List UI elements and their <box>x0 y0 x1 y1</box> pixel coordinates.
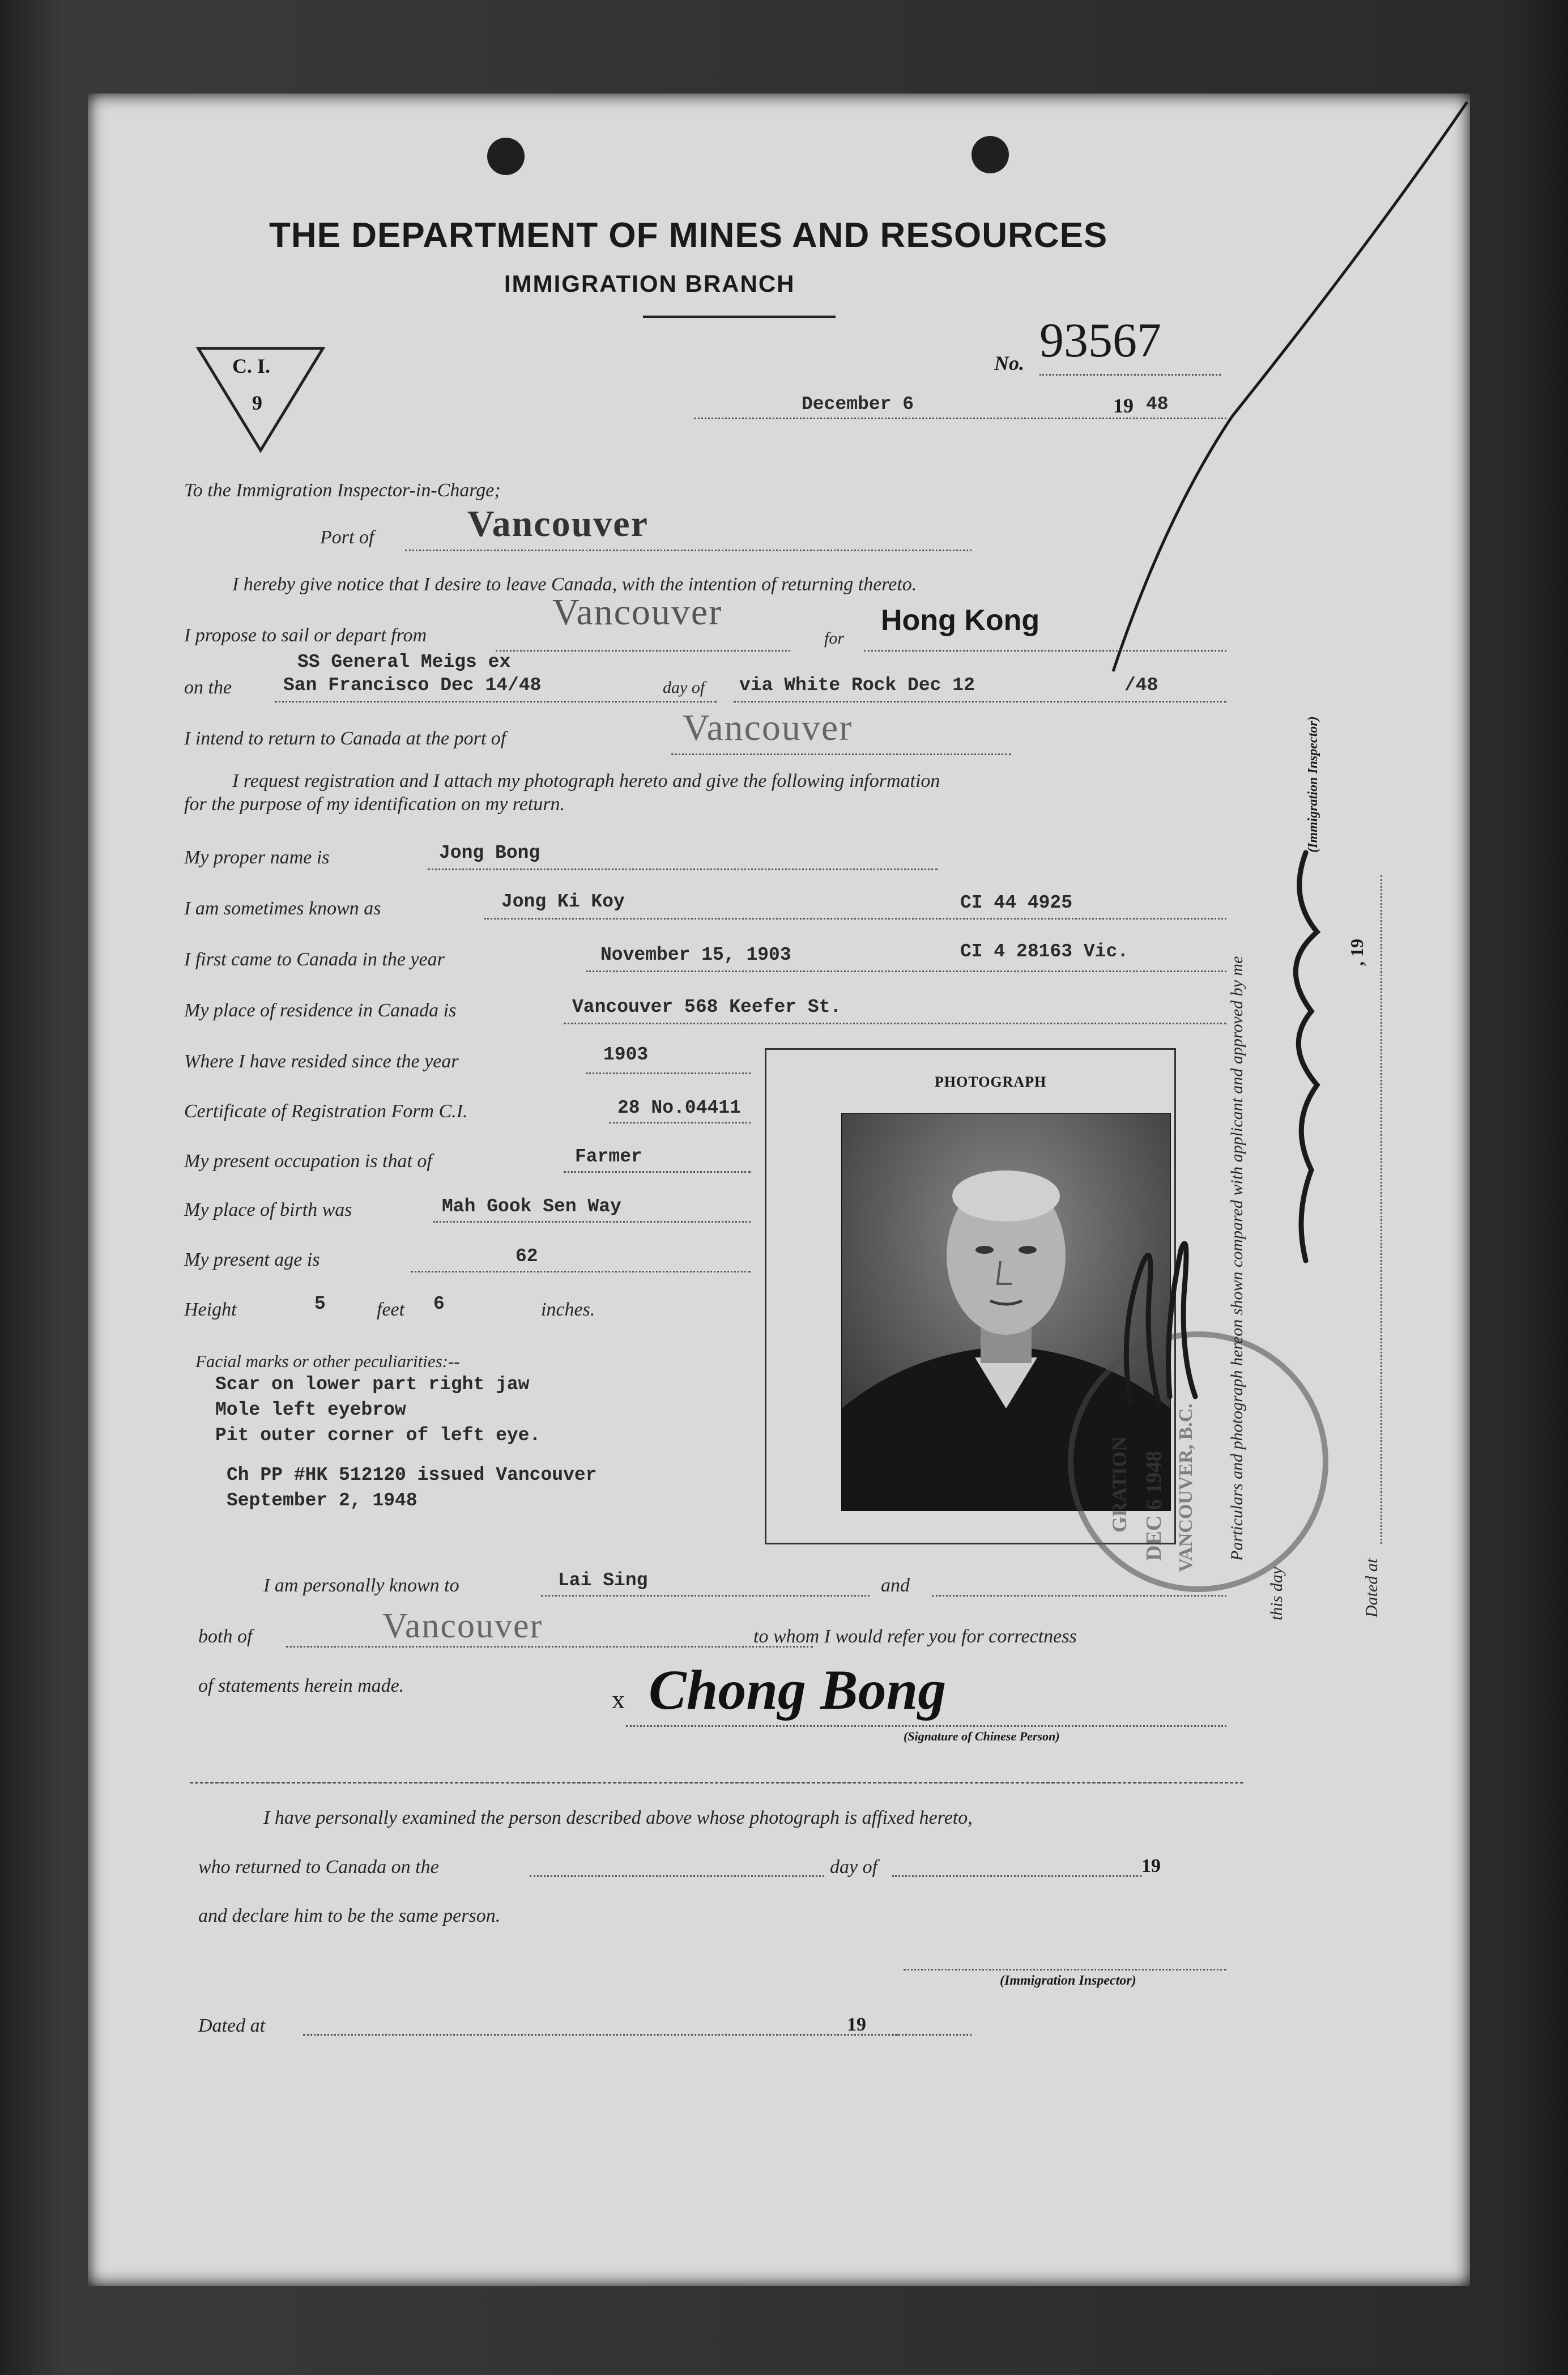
margin-dotted-line <box>1380 875 1382 1544</box>
examined-text: I have personally examined the person described above whose photograph is affixed hereto, <box>263 1807 973 1828</box>
age-value: 62 <box>515 1246 538 1267</box>
margin-inspector-caption: (Immigration Inspector) <box>1306 716 1320 853</box>
feet-label: feet <box>377 1299 405 1320</box>
request-line2: for the purpose of my identification on my return. <box>184 794 565 815</box>
margin-this-day: this day <box>1267 1567 1286 1620</box>
request-line1: I request registration and I attach my photograph hereto and give the following information <box>232 771 940 791</box>
return-value: Vancouver <box>683 707 853 748</box>
notice-text: I hereby give notice that I desire to leave Canada, with the intention of returning thereto. <box>232 574 917 595</box>
destination-value: Hong Kong <box>881 604 1040 637</box>
via-year: /48 <box>1124 675 1158 696</box>
name-label: My proper name is <box>184 847 330 868</box>
since-label: Where I have resided since the year <box>184 1051 459 1072</box>
inches-label: inches. <box>541 1299 595 1320</box>
diagonal-mark <box>1051 99 1470 677</box>
height-inches: 6 <box>433 1293 445 1314</box>
footer-day-of: day of <box>830 1857 878 1878</box>
signature-x: x <box>612 1685 625 1714</box>
aka-label: I am sometimes known as <box>184 898 381 919</box>
sail-value: Vancouver <box>552 591 723 633</box>
age-label: My present age is <box>184 1249 320 1270</box>
mark-line-1: Scar on lower part right jaw <box>215 1374 530 1395</box>
returned-label: who returned to Canada on the <box>198 1857 439 1878</box>
residence-label: My place of residence in Canada is <box>184 1000 457 1021</box>
statements-text: of statements herein made. <box>198 1675 404 1696</box>
date-value: December 6 <box>802 394 914 415</box>
passport-line-2: September 2, 1948 <box>227 1490 417 1511</box>
day-of-label: day of <box>663 678 705 697</box>
footer-dated-at: Dated at <box>198 2015 266 2036</box>
height-feet: 5 <box>314 1293 326 1314</box>
return-label: I intend to return to Canada at the port of <box>184 728 506 749</box>
via-value: via White Rock Dec 12 <box>739 675 975 696</box>
department-title: THE DEPARTMENT OF MINES AND RESOURCES <box>269 216 1108 255</box>
certificate-value: 28 No.04411 <box>617 1097 741 1118</box>
ci-reference-2: CI 4 28163 Vic. <box>960 941 1129 962</box>
mark-line-3: Pit outer corner of left eye. <box>215 1425 541 1446</box>
birth-label: My place of birth was <box>184 1199 352 1220</box>
number-label: No. <box>994 352 1024 374</box>
footer-year: 19 <box>1141 1855 1161 1876</box>
photo-caption: PHOTOGRAPH <box>935 1074 1047 1090</box>
name-value: Jong Bong <box>439 842 540 863</box>
document-number: 93567 <box>1039 313 1161 367</box>
height-label: Height <box>184 1299 237 1320</box>
and-label: and <box>881 1575 910 1596</box>
addressee-label: To the Immigration Inspector-in-Charge; <box>184 480 501 501</box>
ship-line1: SS General Meigs ex <box>297 652 511 673</box>
footer-dated-year: 19 <box>847 2014 866 2035</box>
stamp-line-3: VANCOUVER, B.C. <box>1175 1403 1196 1572</box>
punch-hole-right <box>972 136 1009 173</box>
mark-line-2: Mole left eyebrow <box>215 1399 406 1420</box>
marks-label: Facial marks or other peculiarities:-- <box>195 1351 460 1371</box>
punch-hole-left <box>487 138 525 175</box>
on-the-label: on the <box>184 677 232 698</box>
document-page <box>88 93 1470 2286</box>
came-label: I first came to Canada in the year <box>184 949 445 970</box>
refer-text: to whom I would refer you for correctness <box>753 1626 1077 1647</box>
stamp-line-2: DEC 6 1948 <box>1142 1450 1166 1561</box>
margin-particulars: Particulars and photograph hereon shown compared with applicant and approved by me <box>1228 956 1246 1561</box>
certificate-label: Certificate of Registration Form C.I. <box>184 1101 468 1122</box>
residence-value: Vancouver 568 Keefer St. <box>572 997 842 1018</box>
declare-text: and declare him to be the same person. <box>198 1905 501 1926</box>
branch-title: IMMIGRATION BRANCH <box>504 270 795 297</box>
occupation-value: Farmer <box>575 1146 642 1167</box>
known-value: Lai Sing <box>558 1570 648 1591</box>
ci-reference-1: CI 44 4925 <box>960 892 1073 913</box>
form-number-label: 9 <box>252 391 262 414</box>
signature: Chong Bong <box>649 1658 947 1721</box>
form-ci-label: C. I. <box>232 355 271 377</box>
birth-value: Mah Gook Sen Way <box>442 1196 621 1217</box>
both-of-label: both of <box>198 1626 253 1647</box>
for-label: for <box>824 629 845 648</box>
port-label: Port of <box>320 527 374 548</box>
aka-value: Jong Ki Koy <box>501 891 625 912</box>
sail-label: I propose to sail or depart from <box>184 625 427 646</box>
stamp-line-1: GRATION <box>1108 1436 1131 1533</box>
passport-line-1: Ch PP #HK 512120 issued Vancouver <box>227 1465 597 1486</box>
since-value: 1903 <box>603 1044 649 1065</box>
footer-inspector-caption: (Immigration Inspector) <box>1000 1973 1136 1988</box>
margin-dated-at: Dated at <box>1362 1558 1381 1618</box>
occupation-label: My present occupation is that of <box>184 1151 432 1172</box>
margin-year: , 19 <box>1347 939 1367 966</box>
year-suffix: 48 <box>1146 394 1169 415</box>
both-of-value: Vancouver <box>382 1607 543 1645</box>
ship-line2: San Francisco Dec 14/48 <box>283 675 542 696</box>
margin-approval-signature <box>1255 830 1345 1283</box>
inspector-initials <box>1096 1215 1221 1419</box>
signature-caption: (Signature of Chinese Person) <box>904 1729 1060 1743</box>
title-rule <box>643 316 836 318</box>
known-label: I am personally known to <box>263 1575 459 1596</box>
port-value: Vancouver <box>467 503 649 544</box>
came-value: November 15, 1903 <box>600 944 791 965</box>
year-prefix: 19 <box>1113 394 1134 417</box>
